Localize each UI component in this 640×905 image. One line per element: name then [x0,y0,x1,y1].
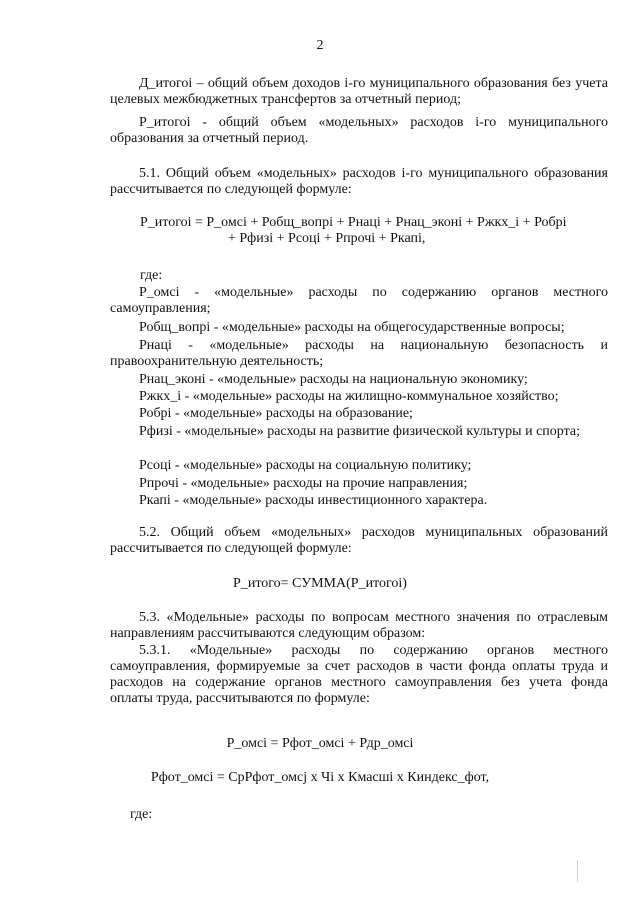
section-5-3-1-text: 5.3.1. «Модельные» расходы по содержанию органов местного самоуправления, формируемые за счет расходов в части фонда оплаты труда и расходов на содержание органов местного самоуправления без учета фонда оплаты труда, рассчитываются по формуле: [110,643,608,706]
formula-r-itogo-sum: Р_итого= СУММА(Р_итогоі) [233,576,407,591]
formula-r-itogo-line-1: Р_итогоі = Р_омсі + Робщ_вопрі + Рнаці + Рнац_эконі + Ржкх_і + Робрі [140,215,567,230]
where-label-2: где: [130,807,153,822]
where-label: где: [140,268,163,283]
definition-item: Ржкх_і - «модельные» расходы на жилищно-коммунальное хозяйство; [139,389,559,404]
scan-edge-mark [577,860,578,882]
formula-r-itogo-line-2: + Рфизі + Рсоці + Рпрочі + Ркапі, [228,231,426,246]
definition-item: Робщ_вопрі - «модельные» расходы на общегосударственные вопросы; [139,320,565,335]
definition-item: Рнац_эконі - «модельные» расходы на национальную экономику; [139,372,528,387]
definition-item: Р_омсі - «модельные» расходы по содержанию органов местного самоуправления; [110,285,608,316]
definition-item: Рпрочі - «модельные» расходы на прочие направления; [139,476,468,491]
page-number: 2 [316,38,324,53]
section-5-1-text: 5.1. Общий объем «модельных» расходов і-го муниципального образования рассчитывается по следующей формуле: [110,166,608,197]
intro-definition-r-itogo: Р_итогоі - общий объем «модельных» расходов і-го муниципального образования за отчетный период. [110,115,608,146]
section-5-2-text: 5.2. Общий объем «модельных» расходов муниципальных образований рассчитывается по следующей формуле: [110,525,608,556]
formula-rfot-oms: Рфот_омсі = СрРфот_омсj x Чі x Кмасші x Киндекс_фот, [150,770,490,785]
formula-r-itogo [140,215,610,247]
intro-definition-d-itogo: Д_итогоі – общий объем доходов і-го муниципального образования без учета целевых межбюджетных трансфертов за отчетный период; [110,76,608,107]
formula-r-oms: Р_омсі = Рфот_омсі + Рдр_омсі [226,736,414,751]
definition-item: Рнаці - «модельные» расходы на национальную безопасность и правоохранительную деятельность; [110,338,608,369]
section-5-3-text: 5.3. «Модельные» расходы по вопросам местного значения по отраслевым направлениям рассчитываются следующим образом: [110,610,608,641]
definition-item: Ркапі - «модельные» расходы инвестиционного характера. [139,493,488,508]
definition-item: Робрі - «модельные» расходы на образование; [139,406,413,421]
definition-item: Рсоці - «модельные» расходы на социальную политику; [139,458,472,473]
definition-item: Рфизі - «модельные» расходы на развитие физической культуры и спорта; [139,424,580,439]
